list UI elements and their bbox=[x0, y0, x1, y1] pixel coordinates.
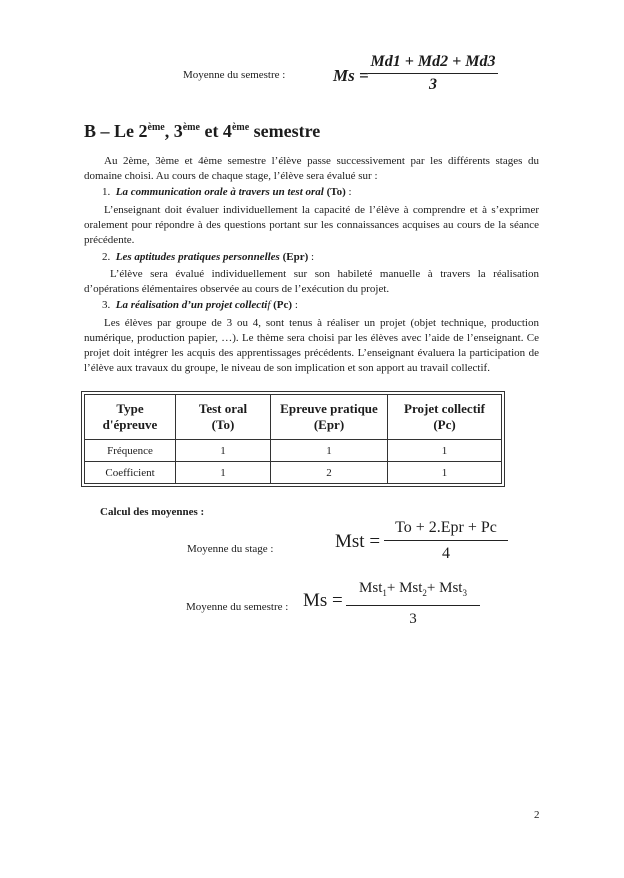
item-text-2: L’élève sera évalué individuellement sur son habileté manuelle à travers la réalisation d’opérations élémentaires observée au cours de l’exécution du projet. bbox=[84, 268, 539, 295]
semester-formula-denominator: 3 bbox=[409, 611, 417, 627]
calc-heading: Calcul des moyennes : bbox=[100, 506, 205, 518]
table-cell: 1 bbox=[388, 440, 502, 462]
header-line: (Pc) bbox=[433, 417, 456, 432]
table-header-cell bbox=[388, 395, 502, 440]
item-colon: : bbox=[308, 251, 315, 263]
header-line: (To) bbox=[211, 417, 235, 432]
item-code: (Pc) bbox=[273, 299, 293, 311]
table-header-cell bbox=[271, 395, 388, 440]
stage-formula-lhs: Mst = bbox=[335, 531, 381, 552]
header-line: Projet collectif bbox=[404, 401, 485, 416]
item-heading-1 bbox=[102, 185, 352, 200]
num-sub: 2 bbox=[422, 588, 427, 598]
item-heading-3 bbox=[102, 298, 298, 313]
evaluation-table bbox=[84, 394, 502, 484]
item-heading-2 bbox=[102, 250, 314, 265]
num-part: Mst bbox=[359, 580, 383, 596]
stage-formula-denominator: 4 bbox=[442, 545, 450, 562]
table-row bbox=[85, 440, 502, 462]
fraction-bar bbox=[368, 73, 498, 74]
top-formula-lhs: Ms = bbox=[333, 66, 369, 85]
item-text-1: L’enseignant doit évaluer individuellement la capacité de l’élève à comprendre et à s’exprimer oralement pour répondre à des questions portant sur les connaissances acquises au cours de la séance précédente. bbox=[84, 204, 539, 246]
header-line: (Epr) bbox=[313, 417, 345, 432]
table-cell: 1 bbox=[271, 440, 388, 462]
num-sub: 3 bbox=[462, 588, 467, 598]
heading-part: , 3 bbox=[164, 121, 183, 141]
section-heading bbox=[84, 121, 320, 142]
stage-formula-numerator: To + 2.Epr + Pc bbox=[395, 519, 497, 536]
page-number: 2 bbox=[534, 809, 540, 821]
table-row bbox=[85, 462, 502, 484]
item-text-3: Les élèves par groupe de 3 ou 4, sont tenus à réaliser un projet (objet technique, production numérique, production papier, …). Le thème sera choisi par les élèves avec l’aide de l’enseignant. Ce projet doit intégrer les acquis des apprentissages précédents. L’enseignant évaluera la participation de l’élève aux travaux du groupe, le niveau de son implication et son apport au travail collectif. bbox=[84, 317, 539, 374]
heading-sup: ème bbox=[147, 122, 165, 133]
fraction-bar bbox=[346, 605, 480, 606]
semester-formula-fraction bbox=[346, 578, 480, 629]
header-line: Type bbox=[116, 401, 144, 416]
item-number: 1. bbox=[102, 186, 111, 198]
num-part: + Mst bbox=[386, 580, 423, 596]
num-sub: 1 bbox=[382, 588, 387, 598]
num-part: + Mst bbox=[426, 580, 463, 596]
heading-part: et 4 bbox=[199, 121, 232, 141]
item-title: La communication orale à travers un test oral bbox=[115, 186, 324, 198]
item-colon: : bbox=[345, 186, 352, 198]
heading-sup: ème bbox=[231, 122, 250, 133]
table-cell: 1 bbox=[176, 462, 271, 484]
header-line: Epreuve pratique bbox=[280, 401, 378, 416]
table-header-row bbox=[85, 395, 502, 440]
top-formula-fraction bbox=[368, 52, 498, 94]
table-header-cell bbox=[85, 395, 176, 440]
semester-formula-numerator bbox=[346, 578, 480, 603]
item-title: Les aptitudes pratiques personnelles bbox=[115, 251, 280, 263]
heading-sup: ème bbox=[182, 122, 200, 133]
intro-paragraph: Au 2ème, 3ème et 4ème semestre l’élève passe successivement par les différents stages du domaine choisi. Au cours de chaque stage, l’élève sera évalué sur : bbox=[84, 155, 539, 182]
item-number: 3. bbox=[102, 299, 111, 311]
item-title: La réalisation d’un projet collecti bbox=[115, 299, 268, 311]
stage-formula-label: Moyenne du stage : bbox=[187, 543, 274, 555]
item-colon: : bbox=[292, 299, 298, 311]
table-cell: Coefficient bbox=[85, 462, 176, 484]
heading-part: semestre bbox=[249, 121, 321, 141]
top-formula-numerator: Md1 + Md2 + Md3 bbox=[370, 53, 496, 70]
table-cell: 2 bbox=[271, 462, 388, 484]
item-number: 2. bbox=[102, 251, 111, 263]
table-cell: 1 bbox=[176, 440, 271, 462]
item-title-tail: f bbox=[267, 299, 271, 311]
item-code: (Epr) bbox=[282, 251, 309, 263]
table-header-cell bbox=[176, 395, 271, 440]
top-formula-label: Moyenne du semestre : bbox=[183, 69, 286, 81]
table-cell: 1 bbox=[388, 462, 502, 484]
semester-formula-label: Moyenne du semestre : bbox=[186, 601, 289, 613]
item-code: (To) bbox=[326, 186, 346, 198]
semester-formula-lhs: Ms = bbox=[303, 590, 343, 611]
stage-formula-fraction bbox=[384, 518, 508, 564]
table-cell: Fréquence bbox=[85, 440, 176, 462]
fraction-bar bbox=[384, 540, 508, 541]
header-line: d'épreuve bbox=[102, 417, 158, 432]
top-formula-denominator: 3 bbox=[429, 76, 437, 93]
header-line: Test oral bbox=[198, 401, 248, 416]
heading-part: B – Le 2 bbox=[84, 121, 148, 141]
